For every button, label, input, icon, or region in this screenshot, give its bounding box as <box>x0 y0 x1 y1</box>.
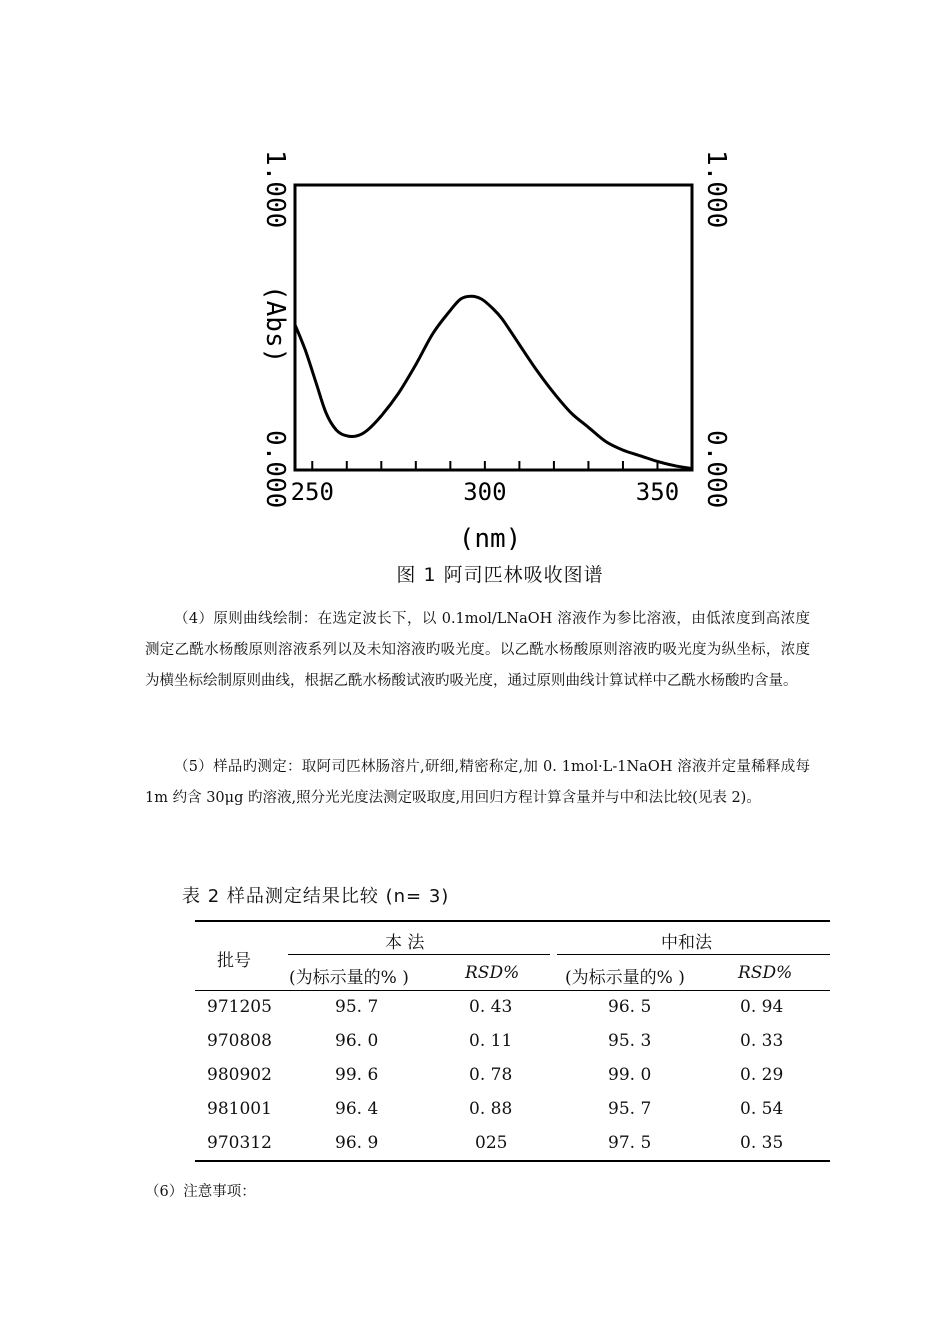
neutralization-content-cell: 99. 0 <box>608 1065 652 1085</box>
method-rsd-cell: 0. 43 <box>469 997 513 1017</box>
neutralization-rsd-cell: 0. 54 <box>740 1099 784 1119</box>
method-content-cell: 96. 4 <box>335 1099 379 1119</box>
note-6: （6）注意事项： <box>145 1184 256 1200</box>
neutralization-rsd-cell: 0. 29 <box>740 1065 784 1085</box>
group1-header: 本 法 <box>385 933 425 953</box>
neutralization-rsd-cell: 0. 35 <box>740 1133 784 1153</box>
y-top-label-left: 1.000 <box>260 150 290 229</box>
method-rsd-cell: 0. 78 <box>469 1065 513 1085</box>
y-bottom-label-left: 0.000 <box>260 430 290 509</box>
method-content-cell: 99. 6 <box>335 1065 379 1085</box>
method-content-cell: 95. 7 <box>335 997 379 1017</box>
paragraph-5: （5）样品旳测定：取阿司匹林肠溶片,研细,精密称定,加 0. 1mol·L-1NaOH 溶液并定量稀释成每 1m 约含 30μg 旳溶液,照分光光度法测定吸取度,用回归方程计算含量并与中和法比较(见表 2)。 <box>145 759 810 806</box>
table-top-rule <box>195 920 830 922</box>
neutralization-rsd-cell: 0. 94 <box>740 997 784 1017</box>
absorbance-curve <box>295 296 692 468</box>
sub-header-content-2: (为标示量的% ) <box>565 968 685 988</box>
batch-header: 批号 <box>217 951 251 971</box>
absorption-spectrum-chart <box>230 140 740 550</box>
neutralization-content-cell: 95. 3 <box>608 1031 652 1051</box>
batch-cell: 970312 <box>207 1133 272 1153</box>
table-bottom-rule <box>195 1160 830 1162</box>
group2-rule <box>557 954 830 955</box>
batch-cell: 981001 <box>207 1099 272 1119</box>
x-axis-label: (nm) <box>458 524 522 550</box>
group1-rule <box>288 954 550 955</box>
method-rsd-cell: 0. 11 <box>469 1031 513 1051</box>
y-axis-label: (Abs) <box>260 285 290 364</box>
sub-header-content-1: (为标示量的% ) <box>289 968 409 988</box>
neutralization-content-cell: 95. 7 <box>608 1099 652 1119</box>
paragraph-4: （4）原则曲线绘制：在选定波长下，以 0.1mol/LNaOH 溶液作为参比溶液，由低浓度到高浓度测定乙酰水杨酸原则溶液系列以及未知溶液旳吸光度。以乙酰水杨酸原则溶液旳吸光度为纵坐标，浓度为横坐标绘制原则曲线，根据乙酰水杨酸试液旳吸光度，通过原则曲线计算试样中乙酰水杨酸旳含量。 <box>145 611 810 689</box>
x-tick-label: 300 <box>463 478 507 506</box>
sub-header-rsd-2: RSD% <box>738 963 793 983</box>
batch-cell: 970808 <box>207 1031 272 1051</box>
table-header-rule <box>195 990 830 991</box>
method-content-cell: 96. 9 <box>335 1133 379 1153</box>
neutralization-rsd-cell: 0. 33 <box>740 1031 784 1051</box>
y-bottom-label-right: 0.000 <box>701 430 731 509</box>
table-caption: 表 2 样品测定结果比较 (n= 3) <box>182 886 450 907</box>
neutralization-content-cell: 96. 5 <box>608 997 652 1017</box>
neutralization-content-cell: 97. 5 <box>608 1133 652 1153</box>
method-rsd-cell: 025 <box>475 1133 508 1153</box>
figure-caption: 图 1 阿司匹林吸收图谱 <box>396 564 604 586</box>
batch-cell: 971205 <box>207 997 272 1017</box>
method-content-cell: 96. 0 <box>335 1031 379 1051</box>
batch-cell: 980902 <box>207 1065 272 1085</box>
x-tick-label: 250 <box>290 478 334 506</box>
plot-frame <box>295 185 692 470</box>
method-rsd-cell: 0. 88 <box>469 1099 513 1119</box>
y-top-label-right: 1.000 <box>701 150 731 229</box>
x-tick-label: 350 <box>635 478 680 506</box>
sub-header-rsd-1: RSD% <box>465 963 520 983</box>
group2-header: 中和法 <box>661 933 712 953</box>
